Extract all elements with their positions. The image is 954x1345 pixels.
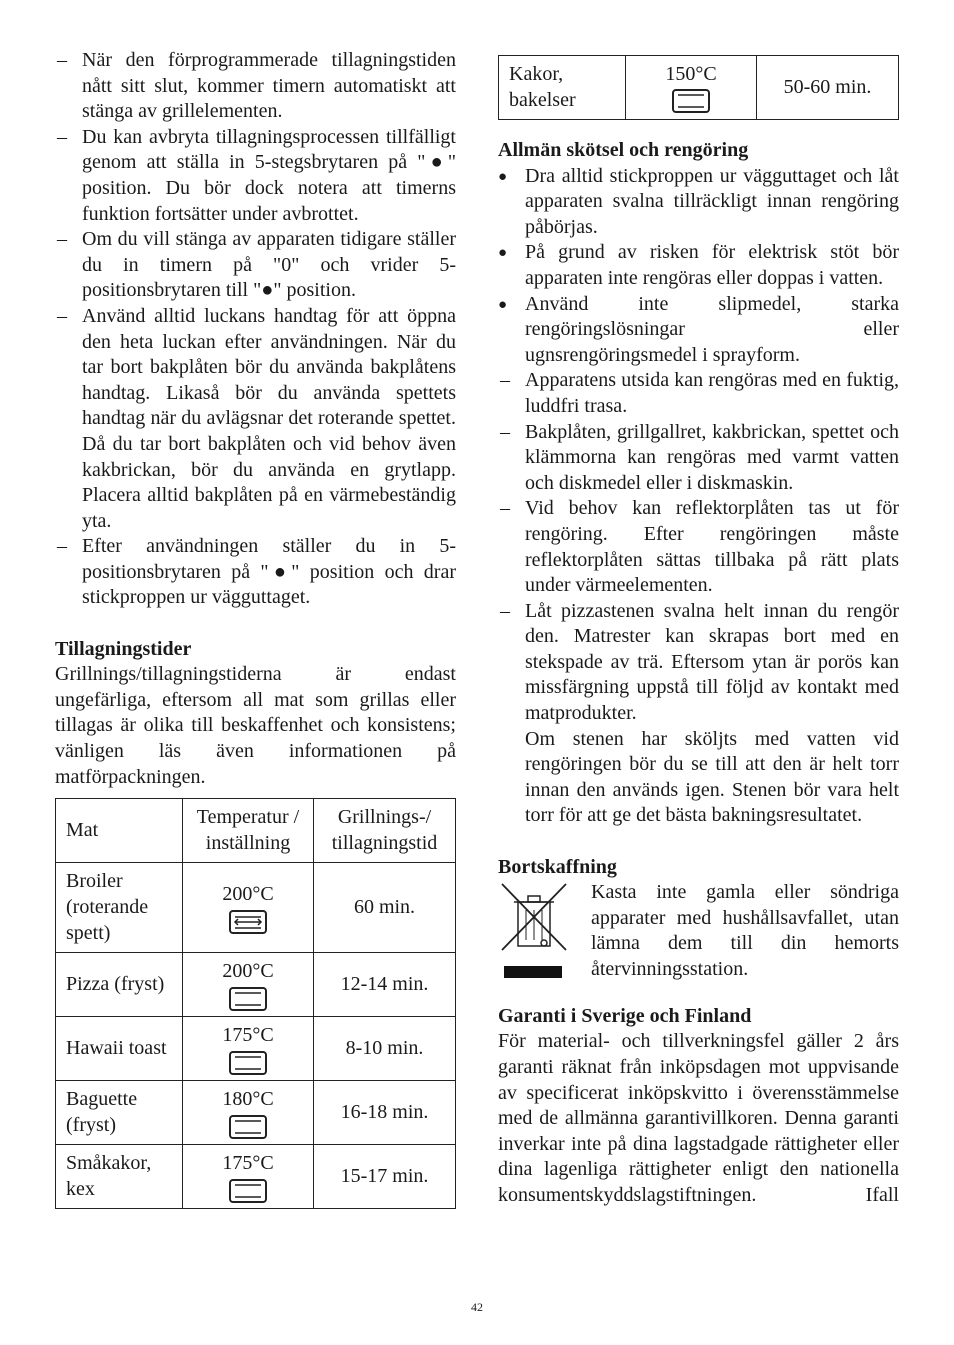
cell-temp: [626, 56, 757, 120]
dash-item: – Vid behov kan reflektorplåten tas ut för rengöring. Efter rengöringen måste reflektorplåten sättas tillbaka på rätt plats under värmeelementen.: [500, 497, 899, 597]
dash-item: – Bakplåten, grillgallret, kakbrickan, spettet och klämmorna kan rengöras med varmt vatten och diskmedel eller i diskmaskin.: [500, 420, 899, 494]
dash-item: – Låt pizzastenen svalna helt innan du rengör den. Matrester kan skrapas bort med en stekspade av trä. Eftersom ytan är porös kan missfärgning uppstå till följd av kontakt med matprodukter.: [500, 599, 899, 725]
temp-value: 150°C: [665, 62, 717, 85]
dash-item: – Du kan avbryta tillagningsprocessen tillfälligt genom att ställa in 5-stegsbrytaren på "●" position. Du bör dock notera att timerns funktion fortsätter under avbrottet.: [57, 125, 456, 225]
crossed-bin-icon: [498, 880, 570, 984]
oven-heat-icon: [672, 89, 710, 113]
dash-item: – Använd alltid luckans handtag för att öppna den heta luckan efter användningen. När du tar bort bakplåten bör du använda bakplåtens handtag. Likaså bör du använda spettets handtag när du avlägsnar det roterande spettet. Då du tar bort bakplåten och vid behov även kakbrickan, bör du använda en grytlapp. Placera alltid bakplåten på en värmebeständig yta.: [57, 304, 456, 532]
bullet-icon: ●: [498, 296, 508, 313]
cell-time: 8-10 min.: [314, 1017, 456, 1081]
bullet-item: ● Dra alltid stickproppen ur vägguttaget och låt apparaten svalna tillräckligt innan rengöring påbörjas.: [498, 164, 899, 241]
temp-value: 200°C: [222, 959, 274, 982]
cell-time: 12-14 min.: [314, 953, 456, 1017]
cell-food: Baguette (fryst): [56, 1081, 183, 1145]
table-row: [56, 863, 456, 953]
table-row: [499, 56, 899, 120]
table-row: [56, 1145, 456, 1209]
temp-value: 175°C: [222, 1023, 274, 1046]
cell-temp: [183, 953, 314, 1017]
header-time: Grillnings-/ tillagningstid: [314, 799, 456, 863]
care-heading: Allmän skötsel och rengöring: [498, 139, 749, 161]
right-column: [498, 55, 899, 1209]
bullet-icon: ●: [498, 245, 508, 262]
cell-time: 60 min.: [314, 863, 456, 953]
table-header-row: [56, 799, 456, 863]
oven-heat-icon: [229, 1179, 267, 1203]
left-column: [55, 48, 456, 1209]
dash-item: – Apparatens utsida kan rengöras med en fuktig, luddfri trasa.: [500, 369, 899, 417]
cell-food: Småkakor, kex: [56, 1145, 183, 1209]
temp-value: 200°C: [222, 882, 274, 905]
cell-temp: [183, 863, 314, 953]
warranty-heading: Garanti i Sverige och Finland: [498, 1004, 752, 1027]
disposal-heading: Bortskaffning: [498, 855, 617, 878]
cooking-table: [55, 798, 456, 1209]
temp-value: 175°C: [222, 1151, 274, 1174]
cell-food: Pizza (fryst): [56, 953, 183, 1017]
dash-item: – När den förprogrammerade tillagningstiden nått sitt slut, kommer timern automatiskt att stänga av grillelementen.: [57, 49, 456, 123]
header-food: Mat: [56, 799, 183, 863]
cooking-text: Grillnings/tillagningstiderna är endast ungefärliga, eftersom all mat som grillas eller tillagas är olika till beskaffenhet och konsistens; vänligen läs även informationen på matförpackningen.: [55, 663, 456, 788]
warranty-text: För material- och tillverkningsfel gäller 2 års garanti räknat från inköpsdagen mot uppvisande av specificerat inköpskvitto i överensstämmelse med de allmänna garantivillkoren. Denna garanti inverkar inte på dina lagstadgade rättigheter eller dina lagenliga rättigheter enligt den nationella konsumentskyddslagstiftningen. Ifall: [498, 1030, 899, 1206]
table-row: [56, 953, 456, 1017]
cell-food: Kakor, bakelser: [499, 56, 626, 120]
cell-time: 16-18 min.: [314, 1081, 456, 1145]
cell-temp: [183, 1081, 314, 1145]
cell-food: Broiler (roterande spett): [56, 863, 183, 953]
rotisserie-icon: [229, 910, 267, 934]
dash-item-continued: Om stenen har sköljts med vatten vid rengöringen bör du se till att den är helt torr innan den används igen. Stenen bör vara helt torr för att ge det bästa bakningsresultatet.: [525, 727, 899, 827]
table-row: [56, 1017, 456, 1081]
header-temp: Temperatur / inställning: [183, 799, 314, 863]
dash-item: – Efter användningen ställer du in 5-positionsbrytaren på "●" position och drar stickproppen ur vägguttaget.: [57, 535, 456, 609]
cell-time: 50-60 min.: [757, 56, 899, 120]
cell-time: 15-17 min.: [314, 1145, 456, 1209]
bullet-icon: ●: [498, 168, 508, 185]
oven-heat-icon: [229, 987, 267, 1011]
cooking-heading: Tillagningstider: [55, 637, 192, 660]
table-row: [56, 1081, 456, 1145]
page-number: 42: [471, 1300, 483, 1314]
dash-item: – Om du vill stänga av apparaten tidigare ställer du in timern på "0" och vrider 5-positionsbrytaren till "●" position.: [57, 228, 456, 302]
cell-temp: [183, 1017, 314, 1081]
bullet-item: ● På grund av risken för elektrisk stöt bör apparaten inte rengöras eller doppas i vatten.: [498, 240, 899, 291]
oven-heat-icon: [229, 1051, 267, 1075]
bullet-item: ● Använd inte slipmedel, starka rengöringslösningar eller ugnsrengöringsmedel i sprayform.: [498, 292, 899, 369]
temp-value: 180°C: [222, 1087, 274, 1110]
cell-food: Hawaii toast: [56, 1017, 183, 1081]
oven-heat-icon: [229, 1115, 267, 1139]
cooking-table-continued: [498, 55, 899, 120]
disposal-text: Kasta inte gamla eller söndriga apparater med hushållsavfallet, utan lämna dem till din hemorts återvinningsstation.: [591, 881, 899, 980]
cell-temp: [183, 1145, 314, 1209]
disposal-block: [498, 880, 899, 992]
